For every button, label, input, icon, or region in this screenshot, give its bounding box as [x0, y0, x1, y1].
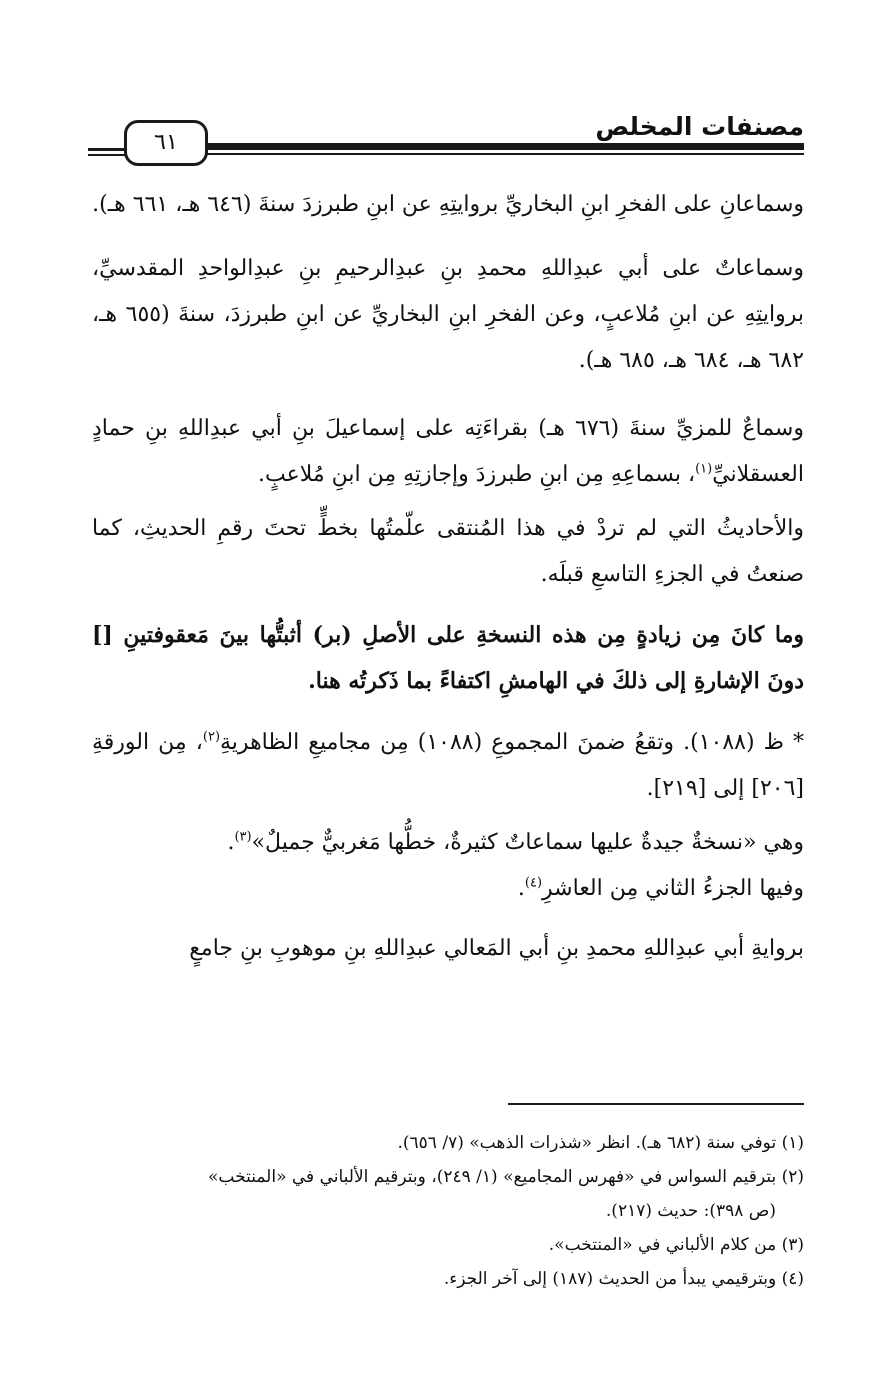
paragraph: وفيها الجزءُ الثاني مِن العاشرِ$^{(٤)}$. — [517, 875, 804, 901]
main-text — [92, 182, 804, 972]
header-rule-left — [88, 148, 128, 151]
footnote-continuation: (ص ٣٩٨): حديث (٢١٧). — [605, 1201, 776, 1221]
paragraph: * ظ (١٠٨٨). وتقعُ ضمنَ المجموعِ (١٠٨٨) مِن مجاميعِ الظاهريةِ$^{(٢)}$، مِن الورقةِ [٢٠٦] إلى [٢١٩]. — [92, 729, 805, 801]
footnote-ref[interactable]: (٢) — [202, 729, 221, 745]
page-number: ٦١ — [124, 120, 208, 166]
footnote: (١) توفي سنة (٦٨٢ هـ). انظر «شذرات الذهب» (٧/ ٦٥٦). — [397, 1133, 804, 1153]
footnote-ref[interactable]: (١) — [695, 461, 713, 477]
paragraph: وسماعٌ للمزيِّ سنةَ (٦٧٦ هـ) بقراءَتِه على إسماعيلَ بنِ أبي عبدِاللهِ بنِ حمادٍ العسقلانيِّ$^{(١)}$، بسماعِهِ مِن ابنِ طبرزدَ وإجازتِهِ مِن ابنِ مُلاعبٍ. — [92, 416, 804, 487]
footnote: (٢) بترقيم السواس في «فهرس المجاميع» (١/ ٢٤٩)، وبترقيم الألباني في «المنتخب» — [208, 1167, 804, 1187]
footnotes — [92, 1126, 804, 1296]
paragraph: وسماعانِ على الفخرِ ابنِ البخاريِّ بروايتِهِ عن ابنِ طبرزدَ سنةَ (٦٤٦ هـ، ٦٦١ هـ). — [92, 192, 804, 217]
footnote: (٣) من كلام الألباني في «المنتخب». — [548, 1235, 804, 1255]
header-rule — [204, 143, 804, 155]
footnote-separator — [508, 1103, 804, 1105]
paragraph: وهي «نسخةٌ جيدةٌ عليها سماعاتٌ كثيرةٌ، خطُّها مَغربيٌّ جميلٌ»$^{(٣)}$. — [227, 829, 804, 855]
paragraph: والأحاديثُ التي لم تردْ في هذا المُنتقى علّمتُها بخطٍّ تحتَ رقمِ الحديثِ، كما صنعتُ في الجزءِ التاسعِ قبلَه. — [92, 516, 804, 587]
footnote-ref[interactable]: (٤) — [524, 875, 543, 891]
footnote-ref[interactable]: (٣) — [234, 829, 252, 845]
footnote: (٤) وبترقيمي يبدأ من الحديث (١٨٧) إلى آخر الجزء. — [443, 1269, 804, 1289]
paragraph: وسماعاتٌ على أبي عبدِاللهِ محمدِ بنِ عبدِالرحيمِ بنِ عبدِالواحدِ المقدسيِّ، بروايتِهِ عن ابنِ مُلاعبٍ، وعن الفخرِ ابنِ البخاريِّ عن ابنِ طبرزدَ، سنةَ (٦٥٥ هـ، ٦٨٢ هـ، ٦٨٤ هـ، ٦٨٥ هـ). — [92, 256, 804, 373]
paragraph-bold: وما كانَ مِن زيادةٍ مِن هذه النسخةِ على الأصلِ (بر) أثبتُّها بينَ مَعقوفتينِ [] دونَ الإشارةِ إلى ذلكَ في الهامشِ اكتفاءً بما ذَكرتُه هنا. — [92, 622, 804, 694]
page-header — [88, 108, 804, 168]
paragraph: بروايةِ أبي عبدِاللهِ محمدِ بنِ أبي المَعالي عبدِاللهِ بنِ موهوبِ بنِ جامعٍ — [189, 936, 804, 961]
header-rule-left-thin — [88, 154, 128, 156]
running-title: مصنفات المخلص — [595, 112, 804, 141]
